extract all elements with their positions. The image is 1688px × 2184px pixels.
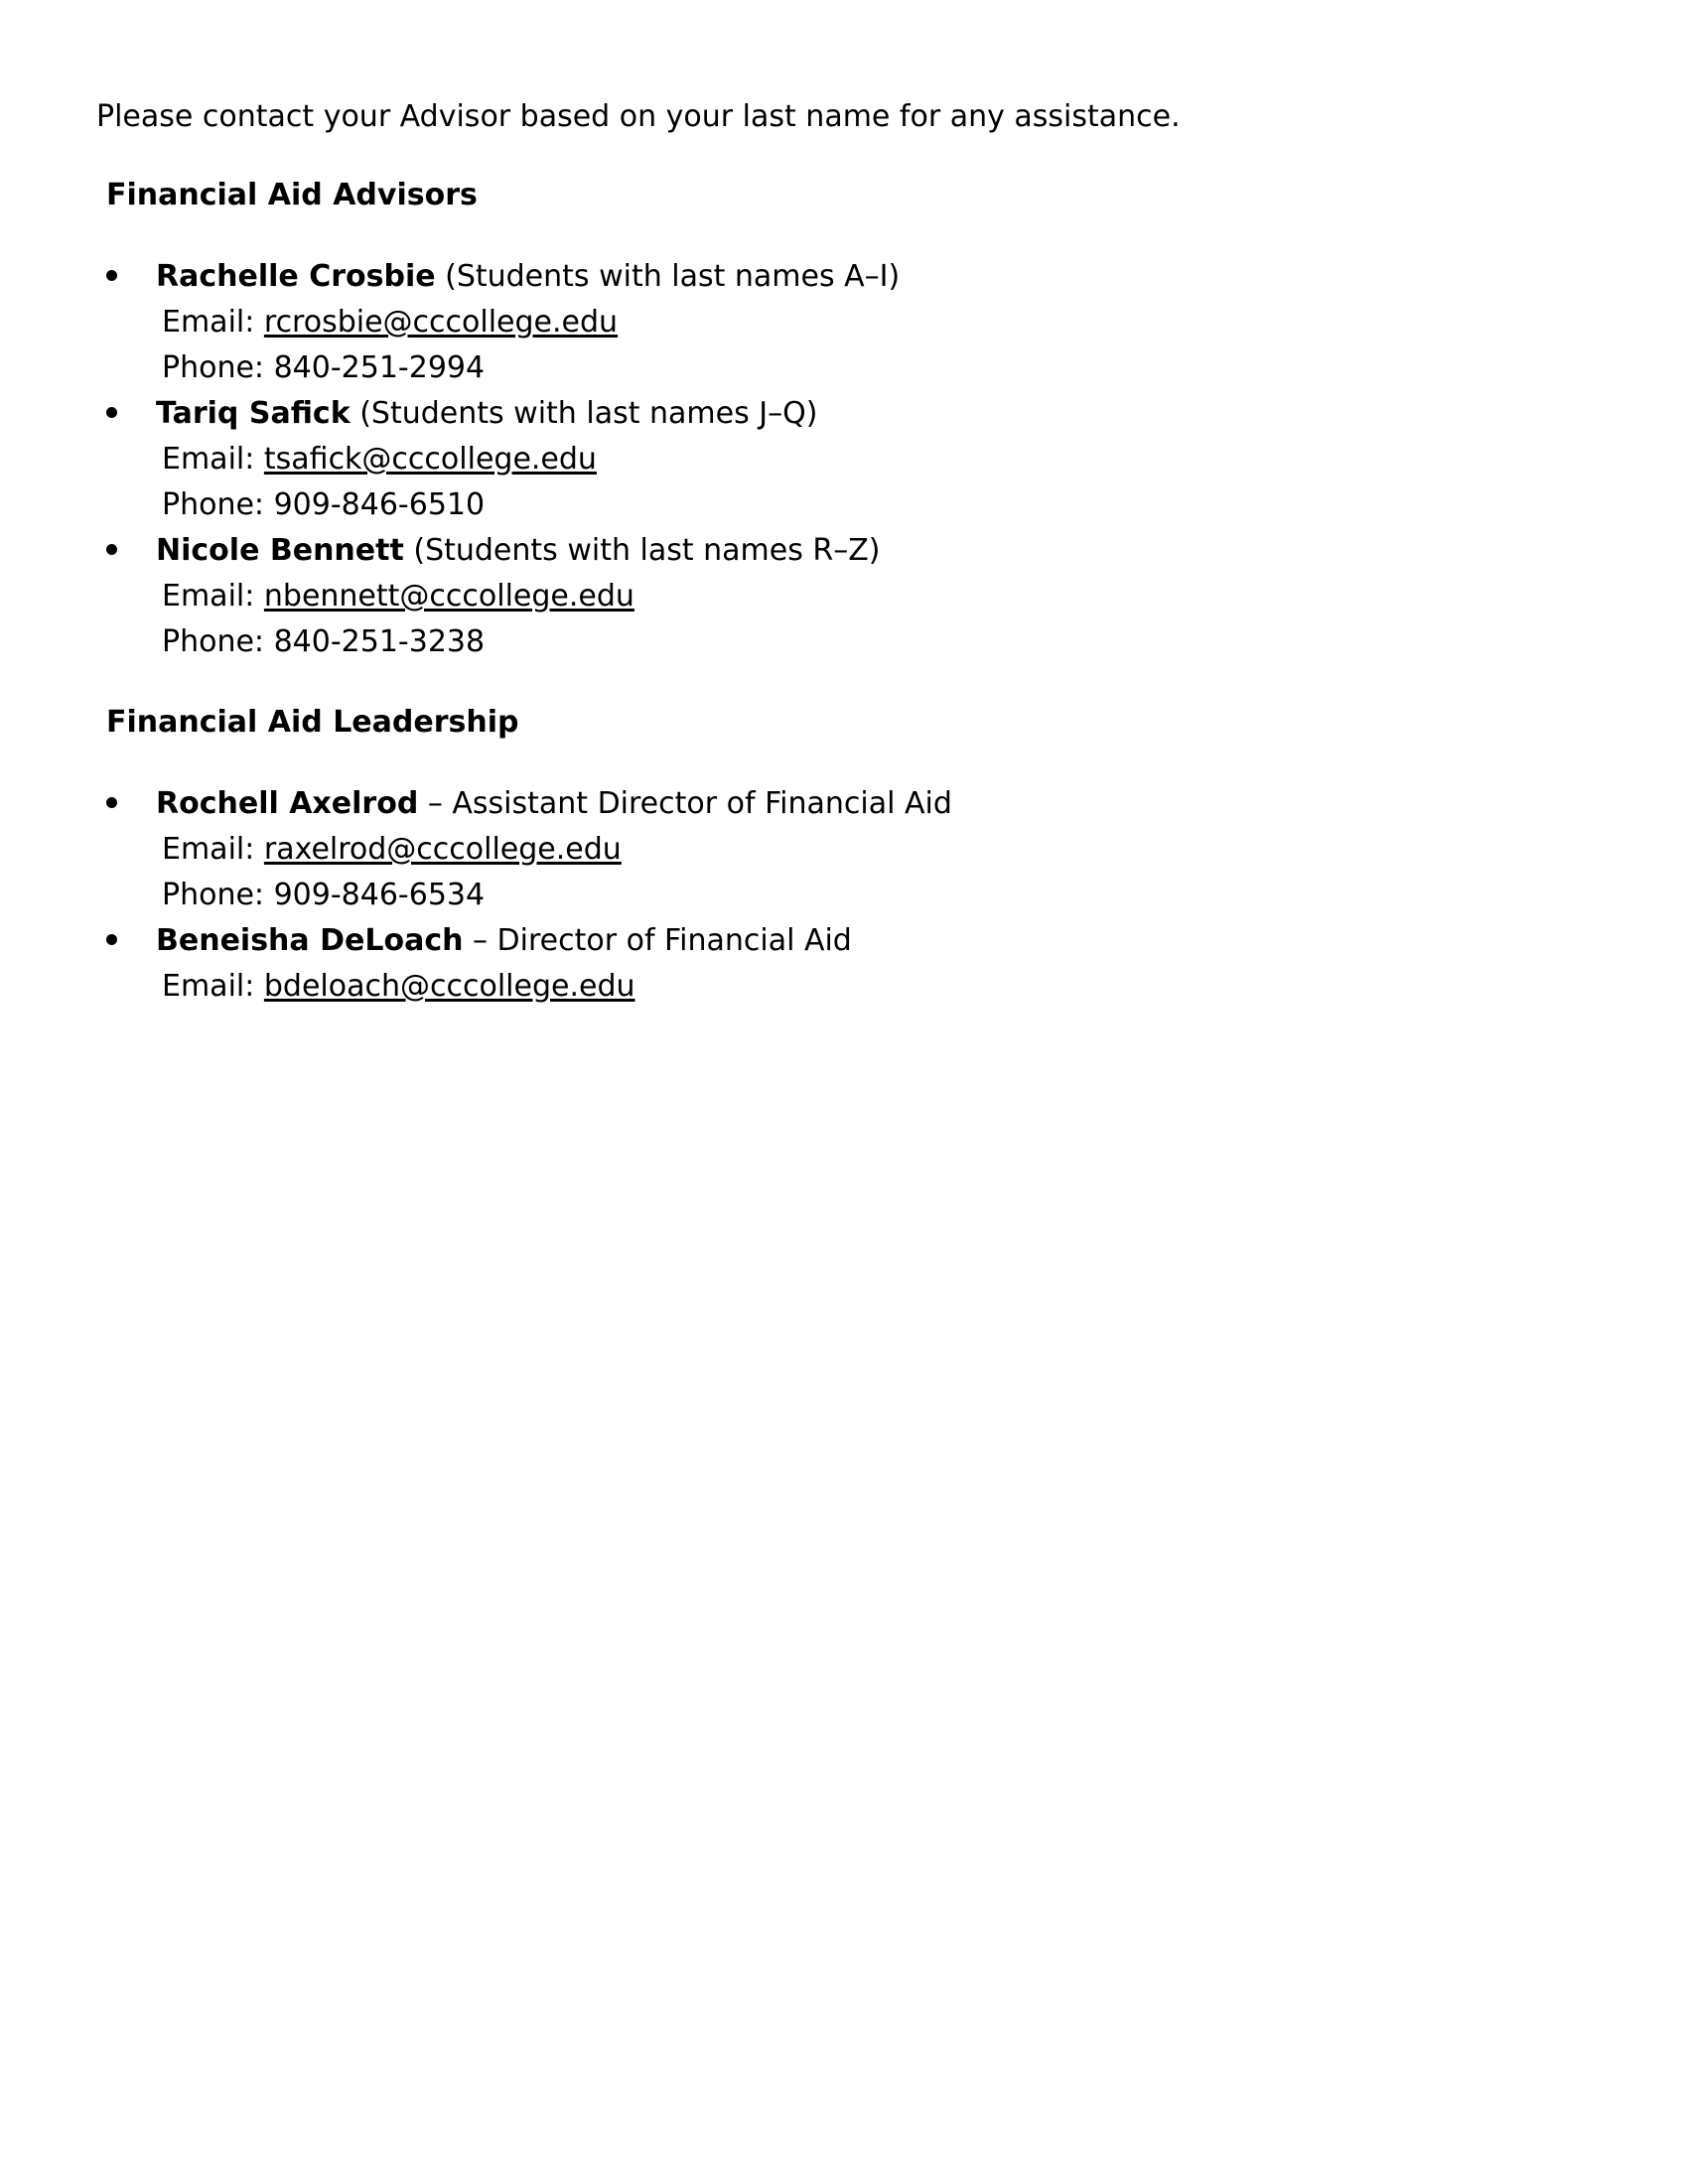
leadership-section	[106, 701, 1596, 1010]
email-link[interactable]: tsafick@cccollege.edu	[263, 442, 597, 477]
leader-name: Beneisha DeLoach	[156, 923, 464, 958]
bullet-icon	[106, 797, 117, 808]
bullet-icon	[106, 270, 117, 281]
email-link[interactable]: nbennett@cccollege.edu	[263, 579, 634, 614]
phone-line: Phone: 909-846-6534	[162, 878, 486, 912]
advisor-title-line	[156, 528, 1596, 574]
advisor-name: Nicole Bennett	[156, 533, 404, 568]
email-link[interactable]: bdeloach@cccollege.edu	[263, 969, 635, 1004]
intro-text: Please contact your Advisor based on your last name for any assistance.	[96, 99, 1181, 134]
advisor-item	[106, 528, 1596, 665]
email-line	[156, 574, 1596, 619]
leader-item	[106, 781, 1596, 918]
advisor-item	[106, 391, 1596, 528]
advisors-list	[106, 254, 1596, 665]
advisor-title-line	[156, 254, 1596, 300]
advisor-item	[106, 254, 1596, 391]
email-label: Email:	[162, 442, 264, 477]
leader-role: – Director of Financial Aid	[463, 923, 852, 958]
advisor-title-line	[156, 391, 1596, 437]
advisor-name: Rachelle Crosbie	[156, 259, 436, 294]
advisors-section	[106, 174, 1596, 665]
advisor-descriptor: (Students with last names R–Z)	[403, 533, 881, 568]
email-line	[156, 437, 1596, 482]
email-label: Email:	[162, 579, 264, 614]
email-link[interactable]: raxelrod@cccollege.edu	[263, 832, 622, 867]
phone-line: Phone: 909-846-6510	[162, 487, 486, 522]
email-line	[156, 827, 1596, 873]
leadership-list	[106, 781, 1596, 1010]
advisor-name: Tariq Safick	[156, 396, 351, 431]
email-label: Email:	[162, 305, 264, 340]
leader-title-line	[156, 781, 1596, 827]
bullet-icon	[106, 544, 117, 555]
email-label: Email:	[162, 832, 264, 867]
leadership-heading: Financial Aid Leadership	[106, 705, 519, 740]
leader-name: Rochell Axelrod	[156, 786, 419, 821]
phone-line: Phone: 840-251-2994	[162, 350, 486, 385]
advisor-descriptor: (Students with last names A–I)	[435, 259, 901, 294]
advisor-descriptor: (Students with last names J–Q)	[350, 396, 818, 431]
advisors-heading: Financial Aid Advisors	[106, 178, 478, 212]
email-link[interactable]: rcrosbie@cccollege.edu	[263, 305, 619, 340]
phone-line: Phone: 840-251-3238	[162, 624, 486, 659]
bullet-icon	[106, 934, 117, 945]
email-line	[156, 964, 1596, 1010]
email-line	[156, 300, 1596, 345]
email-label: Email:	[162, 969, 264, 1004]
leader-role: – Assistant Director of Financial Aid	[418, 786, 952, 821]
leader-item	[106, 918, 1596, 1010]
bullet-icon	[106, 407, 117, 418]
leader-title-line	[156, 918, 1596, 964]
